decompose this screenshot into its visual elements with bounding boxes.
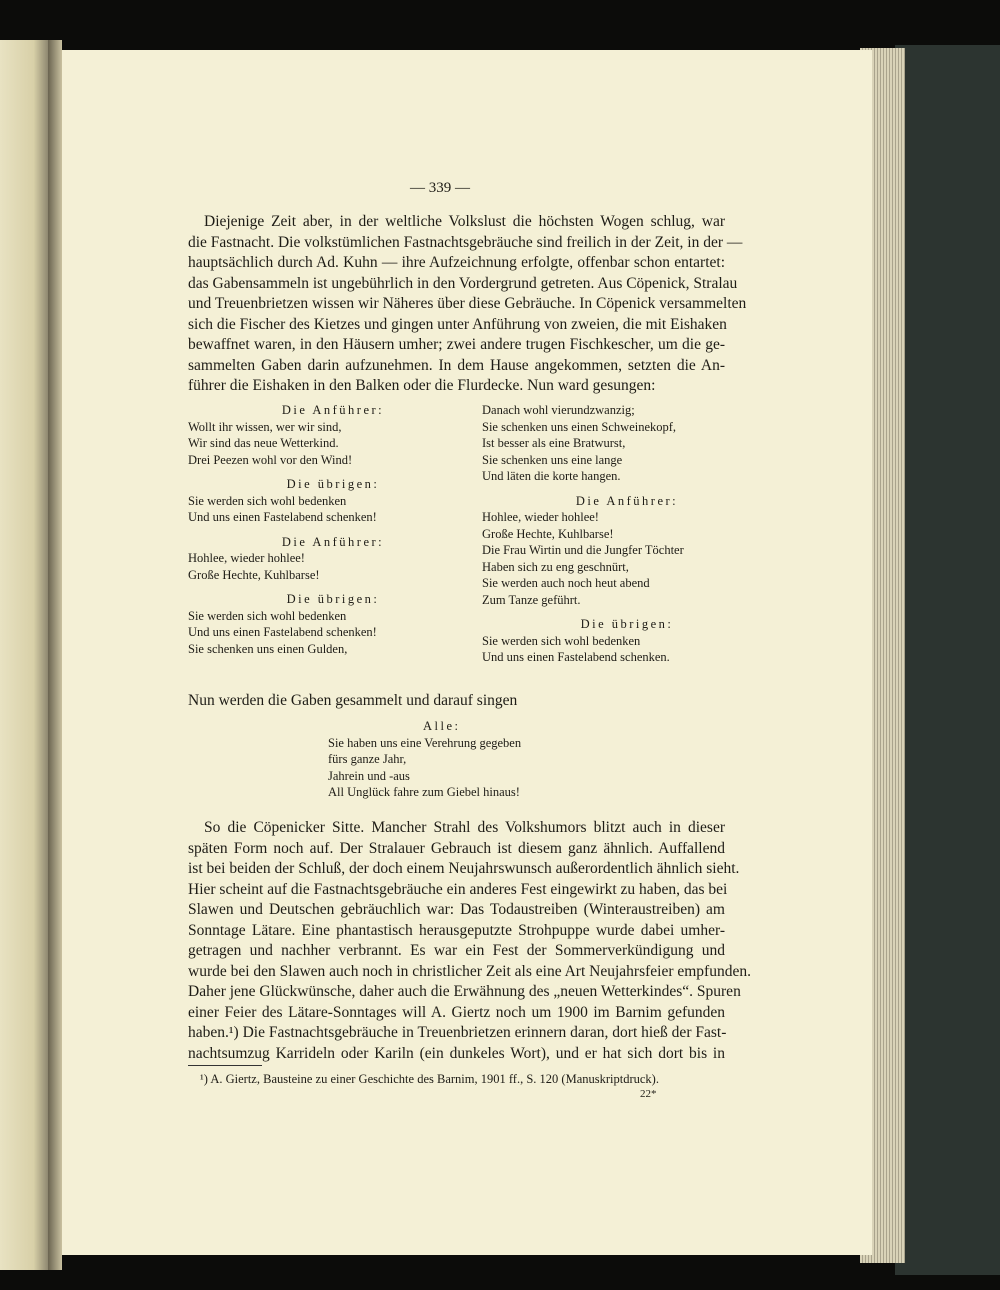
text-line: Daher jene Glückwünsche, daher auch die Erwähnung des „neuen Wetterkindes“. Spuren	[188, 983, 741, 1000]
verse-line: Sie schenken uns eine lange	[482, 452, 623, 467]
speaker-heading: Die übrigen:	[580, 617, 674, 631]
verse-line: Und uns einen Fastelabend schenken!	[188, 625, 377, 639]
book-spine	[48, 40, 62, 1270]
verse-line: Sie werden sich wohl bedenken	[188, 608, 347, 623]
verse-line: Die Frau Wirtin und die Jungfer Töchter	[482, 543, 684, 557]
paragraph-2	[188, 818, 751, 1064]
text-line: sammelten Gaben darin aufzunehmen. In dem Hause angekommen, setzten die An-	[188, 356, 725, 374]
verse-line: Haben sich zu eng geschnürt,	[482, 559, 629, 574]
text-line: Hier scheint auf die Fastnachtsgebräuche ein anderes Fest eingewirkt zu haben, das bei	[188, 880, 728, 898]
verse-line: All Unglück fahre zum Giebel hinaus!	[328, 785, 520, 799]
footnote-rule	[188, 1065, 262, 1066]
verse-line: Sie werden sich wohl bedenken	[188, 493, 347, 508]
stanza-gap	[188, 583, 478, 591]
text-line: sich die Fischer des Kietzes und gingen unter Anführung von zweien, die mit Eishaken	[188, 315, 727, 333]
speaker-heading: Die übrigen:	[286, 592, 380, 606]
text-line: Diejenige Zeit aber, in der weltliche Volkslust die höchsten Wogen schlug, war	[204, 213, 725, 230]
text-line: wurde bei den Slawen auch noch in christlicher Zeit als eine Art Neujahrsfeier empfunden.	[188, 962, 751, 980]
verse-line: Und uns einen Fastelabend schenken!	[188, 510, 377, 524]
verse-line: Und uns einen Fastelabend schenken.	[482, 650, 670, 664]
text-line: führer die Eishaken in den Balken oder die Flurdecke. Nun ward gesungen:	[188, 377, 656, 394]
text-line: So die Cöpenicker Sitte. Mancher Strahl des Volkshumors blitzt auch in dieser	[204, 819, 725, 836]
text-line: nachtsumzug Karrideln oder Kariln (ein dunkeles Wort), und er hat sich dort bis in	[188, 1044, 725, 1062]
text-line: getragen und nachher verbrannt. Es war ein Fest der Sommerverkündigung und	[188, 942, 725, 959]
speaker-heading: Die Anführer:	[281, 534, 385, 549]
page-number: — 339 —	[410, 180, 470, 196]
verse-line: Zum Tanze geführt.	[482, 592, 581, 607]
verse-line: Sie werden auch noch heut abend	[482, 576, 650, 590]
book-cover-board	[895, 45, 1000, 1275]
verse-line: Sie haben uns eine Verehrung gegeben	[328, 735, 522, 750]
speaker-heading: Die übrigen:	[286, 477, 380, 491]
paragraph-1	[188, 212, 747, 397]
speaker-heading: Alle:	[423, 719, 461, 733]
verse-line: Drei Peezen wohl vor den Wind!	[188, 452, 353, 467]
song-left-column	[188, 402, 478, 657]
song-all-stanza	[328, 718, 568, 801]
stanza-gap	[482, 485, 772, 493]
verse-line: Sie werden sich wohl bedenken	[482, 633, 641, 648]
speaker-heading: Die Anführer:	[281, 403, 385, 417]
song-right-column	[482, 402, 772, 666]
verse-line: Hohlee, wieder hohlee!	[188, 551, 305, 565]
text-line: einer Feier des Lätare-Sonntages will A. Giertz noch um 1900 im Barnim gefunden	[188, 1003, 725, 1021]
verse-line: Und läten die korte hangen.	[482, 469, 621, 483]
song-intro-line: Nun werden die Gaben gesammelt und darauf singen	[188, 692, 518, 709]
stanza-gap	[188, 468, 478, 476]
text-line: die Fastnacht. Die volkstümlichen Fastnachtsgebräuche sind freilich in der Zeit, in der —	[188, 233, 743, 251]
text-line: das Gabensammeln ist ungebührlich in den Vordergrund getreten. Aus Cöpenick, Stralau	[188, 274, 738, 292]
text-line: hauptsächlich durch Ad. Kuhn — ihre Aufzeichnung erfolgte, offenbar schon entartet:	[188, 254, 725, 271]
text-line: bewaffnet waren, in den Häusern umher; zwei andere trugen Fischkescher, um die ge-	[188, 336, 725, 353]
stanza-gap	[482, 608, 772, 616]
signature-mark: 22*	[640, 1088, 657, 1100]
text-line: haben.¹) Die Fastnachtsgebräuche in Treuenbrietzen erinnern daran, dort hieß der Fast-	[188, 1024, 727, 1041]
verse-line: Sie schenken uns einen Schweinekopf,	[482, 419, 677, 434]
verse-line: fürs ganze Jahr,	[328, 752, 407, 766]
verse-line: Jahrein und -aus	[328, 768, 410, 783]
left-page-edge	[0, 40, 48, 1270]
text-line: späten Form noch auf. Der Stralauer Gebrauch ist diesem ganz ähnlich. Auffallend	[188, 839, 725, 857]
verse-line: Große Hechte, Kuhlbarse!	[482, 526, 614, 541]
verse-line: Wir sind das neue Wetterkind.	[188, 436, 339, 450]
text-line: und Treuenbrietzen wissen wir Näheres über diese Gebräuche. In Cöpenick versammelten	[188, 295, 747, 312]
verse-line: Wollt ihr wissen, wer wir sind,	[188, 419, 342, 434]
text-line: Sonntage Lätare. Eine phantastisch herausgeputzte Strohpuppe wurde dabei umher-	[188, 921, 725, 939]
text-line: Slawen und Deutschen gebräuchlich war: Das Todaustreiben (Winteraustreiben) am	[188, 901, 725, 918]
verse-line: Danach wohl vierundzwanzig;	[482, 403, 635, 417]
footnote: ¹) A. Giertz, Bausteine zu einer Geschichte des Barnim, 1901 ff., S. 120 (Manuskriptdruck).	[200, 1072, 659, 1086]
text-line: ist bei beiden der Schluß, der doch einem Neujahrswunsch außerordentlich ähnlich sieht.	[188, 860, 740, 877]
verse-line: Große Hechte, Kuhlbarse!	[188, 567, 320, 582]
stanza-gap	[188, 526, 478, 534]
speaker-heading: Die Anführer:	[575, 493, 679, 508]
verse-line: Ist besser als eine Bratwurst,	[482, 436, 626, 450]
verse-line: Sie schenken uns einen Gulden,	[188, 641, 348, 656]
verse-line: Hohlee, wieder hohlee!	[482, 510, 599, 524]
